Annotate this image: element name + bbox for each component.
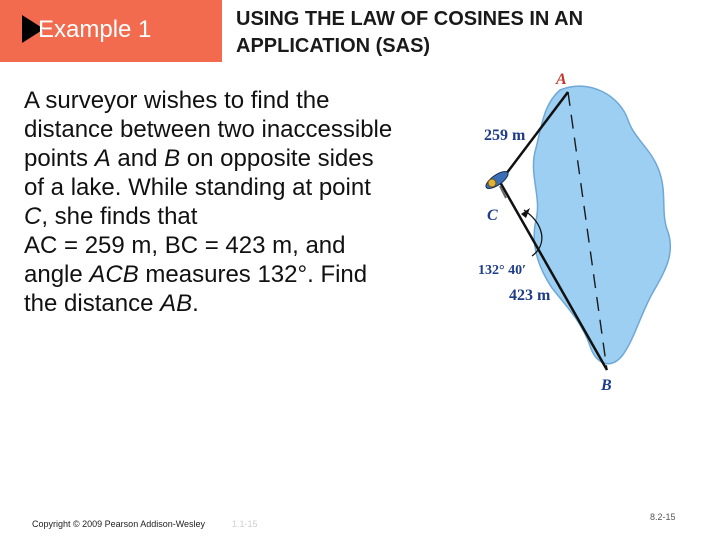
label-a: A	[556, 71, 567, 88]
problem-line-2: distance between two inaccessible	[24, 116, 393, 143]
title-line-2: APPLICATION (SAS)	[236, 35, 431, 57]
lake-figure	[470, 68, 720, 398]
text: and	[110, 145, 165, 172]
point-c-ref: C	[24, 203, 42, 230]
label-c: C	[487, 207, 498, 224]
problem-line-8	[24, 289, 464, 318]
lake-shape	[533, 86, 670, 364]
label-ac: 259 m	[484, 127, 526, 144]
text: , she finds that	[41, 203, 198, 230]
point-b-ref: B	[164, 145, 181, 172]
text: angle	[24, 261, 90, 288]
problem-text	[24, 86, 464, 318]
example-label: Example 1	[38, 16, 152, 43]
label-bc: 423 m	[509, 287, 551, 304]
slide-number: 8.2-15	[650, 512, 676, 522]
problem-line-7	[24, 260, 464, 289]
text: measures 132°. Find	[138, 261, 368, 288]
text: on opposite sides	[180, 145, 374, 172]
text: points	[24, 145, 95, 172]
text: .	[192, 290, 199, 317]
slide-title	[236, 6, 583, 60]
copyright-text: Copyright © 2009 Pearson Addison-Wesley	[32, 519, 206, 529]
text: the distance	[24, 290, 161, 317]
footer-middle-text: 1.1-15	[232, 519, 258, 529]
problem-line-4: of a lake. While standing at point	[24, 174, 371, 201]
problem-line-1: A surveyor wishes to find the	[24, 87, 330, 114]
problem-line-6: AC = 259 m, BC = 423 m, and	[24, 232, 346, 259]
label-angle: 132° 40′	[478, 263, 527, 278]
problem-line-5	[24, 202, 464, 231]
example-tab	[0, 0, 222, 62]
title-line-1: USING THE LAW OF COSINES IN AN	[236, 8, 584, 30]
label-b: B	[601, 377, 612, 394]
point-a-ref: A	[94, 145, 111, 172]
distance-ab-ref: AB	[160, 290, 193, 317]
angle-acb-ref: ACB	[89, 261, 139, 288]
problem-line-3	[24, 144, 464, 173]
